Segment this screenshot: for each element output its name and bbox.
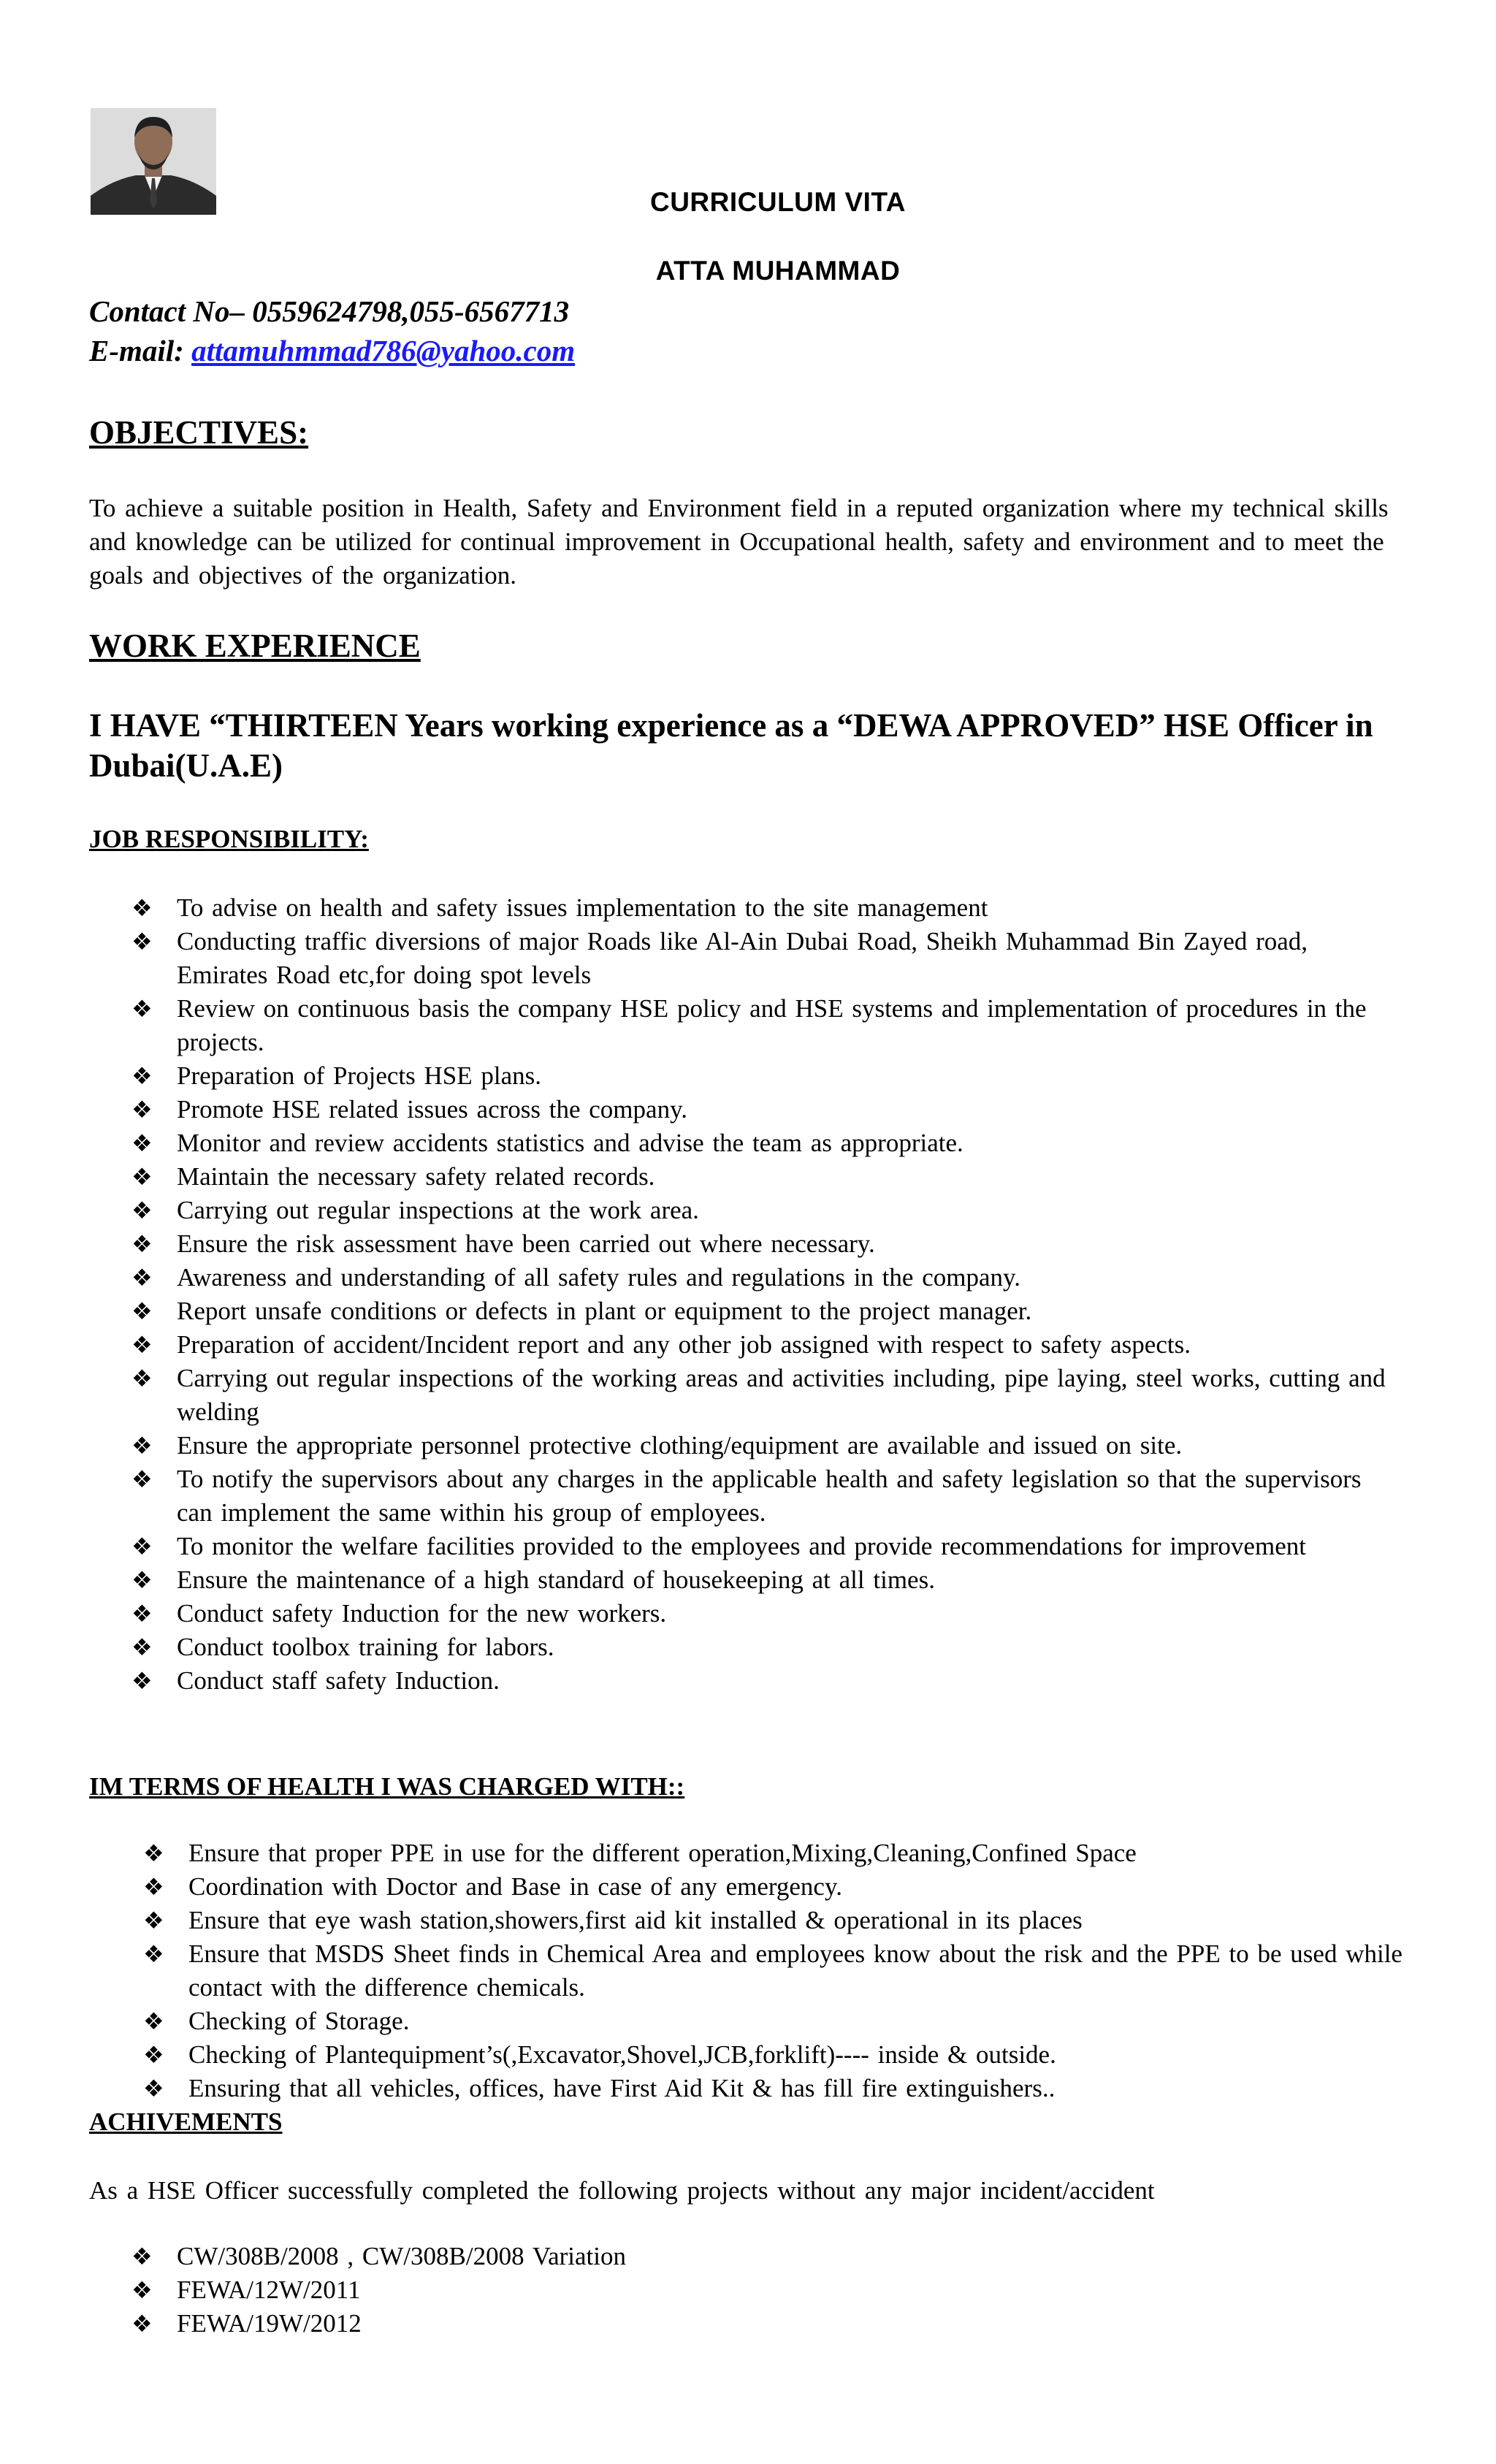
list-item-text: To notify the supervisors about any charges in the applicable health and safety legislation so that the supervisors can implement the same within his group of employees. xyxy=(177,1465,1362,1527)
bullet-icon: ❖ xyxy=(143,2008,164,2034)
bullet-icon: ❖ xyxy=(131,996,153,1022)
list-item-text: Ensure that eye wash station,showers,first aid kit installed & operational in its places xyxy=(188,1906,1083,1934)
list-item-text: To monitor the welfare facilities provided to the employees and provide recommendations for improvement xyxy=(177,1532,1306,1560)
list-item-text: Ensure the appropriate personnel protective clothing/equipment are available and issued on site. xyxy=(177,1431,1183,1460)
health-list xyxy=(143,1836,1414,2105)
bullet-icon: ❖ xyxy=(131,1567,153,1593)
list-item xyxy=(143,2038,1414,2072)
bullet-icon: ❖ xyxy=(131,1365,153,1392)
bullet-icon: ❖ xyxy=(131,1096,153,1123)
list-item-text: Monitor and review accidents statistics and advise the team as appropriate. xyxy=(177,1129,963,1157)
contact-numbers: 0559624798,055-6567713 xyxy=(252,294,570,328)
list-item xyxy=(131,1630,1388,1664)
bullet-icon: ❖ xyxy=(131,1466,153,1492)
bullet-icon: ❖ xyxy=(131,1265,153,1291)
list-item-text: FEWA/19W/2012 xyxy=(177,2309,362,2338)
list-item xyxy=(131,1194,1388,1227)
achievements-list xyxy=(131,2240,1373,2341)
candidate-name: ATTA MUHAMMAD xyxy=(655,256,901,286)
health-heading: IM TERMS OF HEALTH I WAS CHARGED WITH:: xyxy=(89,1772,685,1801)
list-item-text: Conduct toolbox training for labors. xyxy=(177,1633,554,1661)
bullet-icon: ❖ xyxy=(131,1164,153,1190)
list-item xyxy=(143,1904,1414,1937)
contact-label: Contact No– xyxy=(89,294,245,328)
list-item xyxy=(143,2072,1414,2105)
bullet-icon: ❖ xyxy=(131,2311,153,2337)
list-item-text: FEWA/12W/2011 xyxy=(177,2276,361,2304)
list-item xyxy=(131,1429,1388,1462)
document-title: CURRICULUM VITA xyxy=(649,187,907,217)
bullet-icon: ❖ xyxy=(131,1332,153,1358)
list-item xyxy=(143,1836,1414,1870)
list-item xyxy=(131,1227,1388,1261)
list-item-text: Maintain the necessary safety related records. xyxy=(177,1162,655,1191)
list-item xyxy=(143,1937,1414,2005)
bullet-icon: ❖ xyxy=(131,1601,153,1627)
bullet-icon: ❖ xyxy=(131,1063,153,1089)
list-item-text: Ensure the risk assessment have been carried out where necessary. xyxy=(177,1229,875,1258)
list-item xyxy=(131,891,1388,925)
list-item-text: Carrying out regular inspections at the work area. xyxy=(177,1196,699,1224)
list-item xyxy=(131,1294,1388,1328)
list-item xyxy=(131,1126,1388,1160)
list-item-text: Checking of Plantequipment’s(,Excavator,Shovel,JCB,forklift)---- inside & outside. xyxy=(188,2040,1056,2069)
list-item-text: Awareness and understanding of all safety rules and regulations in the company. xyxy=(177,1263,1020,1292)
job-responsibility-heading: JOB RESPONSIBILITY: xyxy=(89,825,369,853)
objectives-heading: OBJECTIVES: xyxy=(89,414,309,451)
contact-line xyxy=(89,294,569,329)
list-item-text: Promote HSE related issues across the company. xyxy=(177,1095,688,1124)
bullet-icon: ❖ xyxy=(143,1874,164,1900)
list-item-text: Ensure the maintenance of a high standard of housekeeping at all times. xyxy=(177,1565,935,1594)
list-item xyxy=(131,1160,1388,1194)
list-item xyxy=(131,2307,1373,2341)
bullet-icon: ❖ xyxy=(131,928,153,955)
list-item-text: Conduct safety Induction for the new workers. xyxy=(177,1599,667,1628)
list-item-text: Coordination with Doctor and Base in case of any emergency. xyxy=(188,1872,842,1901)
list-item xyxy=(143,1870,1414,1904)
bullet-icon: ❖ xyxy=(131,1231,153,1257)
bullet-icon: ❖ xyxy=(131,1634,153,1660)
list-item xyxy=(131,2273,1373,2307)
bullet-icon: ❖ xyxy=(131,1298,153,1324)
bullet-icon: ❖ xyxy=(143,2075,164,2102)
list-item xyxy=(131,1362,1388,1429)
list-item xyxy=(131,1328,1388,1362)
list-item-text: CW/308B/2008 , CW/308B/2008 Variation xyxy=(177,2242,627,2270)
job-responsibility-list xyxy=(131,891,1388,1698)
list-item-text: Report unsafe conditions or defects in plant or equipment to the project manager. xyxy=(177,1297,1032,1325)
list-item-text: Ensure that MSDS Sheet finds in Chemical Area and employees know about the risk and the PPE to be used while contact with the difference chemicals. xyxy=(188,1939,1402,2002)
list-item xyxy=(131,1664,1388,1698)
list-item-text: Carrying out regular inspections of the working areas and activities including, pipe laying, steel works, cutting and welding xyxy=(177,1364,1386,1426)
list-item xyxy=(131,1093,1388,1126)
list-item-text: Conducting traffic diversions of major Roads like Al-Ain Dubai Road, Sheikh Muhammad Bin Zayed road, Emirates Road etc,for doing spot levels xyxy=(177,927,1308,989)
bullet-icon: ❖ xyxy=(143,2042,164,2068)
list-item xyxy=(131,1462,1388,1530)
list-item xyxy=(131,1563,1388,1597)
list-item xyxy=(131,1059,1388,1093)
email-line xyxy=(89,333,575,368)
bullet-icon: ❖ xyxy=(131,1433,153,1459)
list-item-text: To advise on health and safety issues implementation to the site management xyxy=(177,893,988,922)
bullet-icon: ❖ xyxy=(131,895,153,921)
list-item-text: Checking of Storage. xyxy=(188,2007,410,2035)
list-item-text: Preparation of accident/Incident report and any other job assigned with respect to safety aspects. xyxy=(177,1330,1191,1359)
achievements-heading: ACHIVEMENTS xyxy=(89,2108,283,2136)
work-experience-heading: WORK EXPERIENCE xyxy=(89,628,421,664)
bullet-icon: ❖ xyxy=(143,1840,164,1866)
email-link[interactable]: attamuhmmad786@yahoo.com xyxy=(191,334,576,367)
bullet-icon: ❖ xyxy=(131,2243,153,2270)
bullet-icon: ❖ xyxy=(131,1130,153,1156)
list-item-text: Preparation of Projects HSE plans. xyxy=(177,1061,541,1090)
bullet-icon: ❖ xyxy=(131,1533,153,1560)
list-item-text: Conduct staff safety Induction. xyxy=(177,1666,500,1695)
bullet-icon: ❖ xyxy=(131,2277,153,2303)
bullet-icon: ❖ xyxy=(131,1668,153,1694)
bullet-icon: ❖ xyxy=(143,1907,164,1934)
bullet-icon: ❖ xyxy=(131,1197,153,1224)
list-item-text: Review on continuous basis the company HSE policy and HSE systems and implementation of procedures in the projects. xyxy=(177,994,1367,1056)
list-item xyxy=(131,2240,1373,2273)
achievements-intro: As a HSE Officer successfully completed the following projects without any major incident/accident xyxy=(89,2176,1155,2205)
list-item-text: Ensure that proper PPE in use for the different operation,Mixing,Cleaning,Confined Space xyxy=(188,1839,1137,1867)
list-item xyxy=(131,1261,1388,1294)
bullet-icon: ❖ xyxy=(143,1941,164,1967)
list-item-text: Ensuring that all vehicles, offices, have First Aid Kit & has fill fire extinguishers.. xyxy=(188,2074,1056,2102)
email-label: E-mail: xyxy=(89,334,184,367)
list-item xyxy=(143,2005,1414,2038)
objectives-text: To achieve a suitable position in Health, Safety and Environment field in a reputed organization where my technical skills and knowledge can be utilized for continual improvement in Occupational health, safety and environment and to meet the goals and objectives of the organization. xyxy=(89,494,1389,590)
list-item xyxy=(131,1597,1388,1630)
list-item xyxy=(131,992,1388,1059)
list-item xyxy=(131,1530,1388,1563)
work-experience-summary: I HAVE “THIRTEEN Years working experience as a “DEWA APPROVED” HSE Officer in Dubai(U.A.E) xyxy=(89,707,1373,784)
list-item xyxy=(131,925,1388,992)
